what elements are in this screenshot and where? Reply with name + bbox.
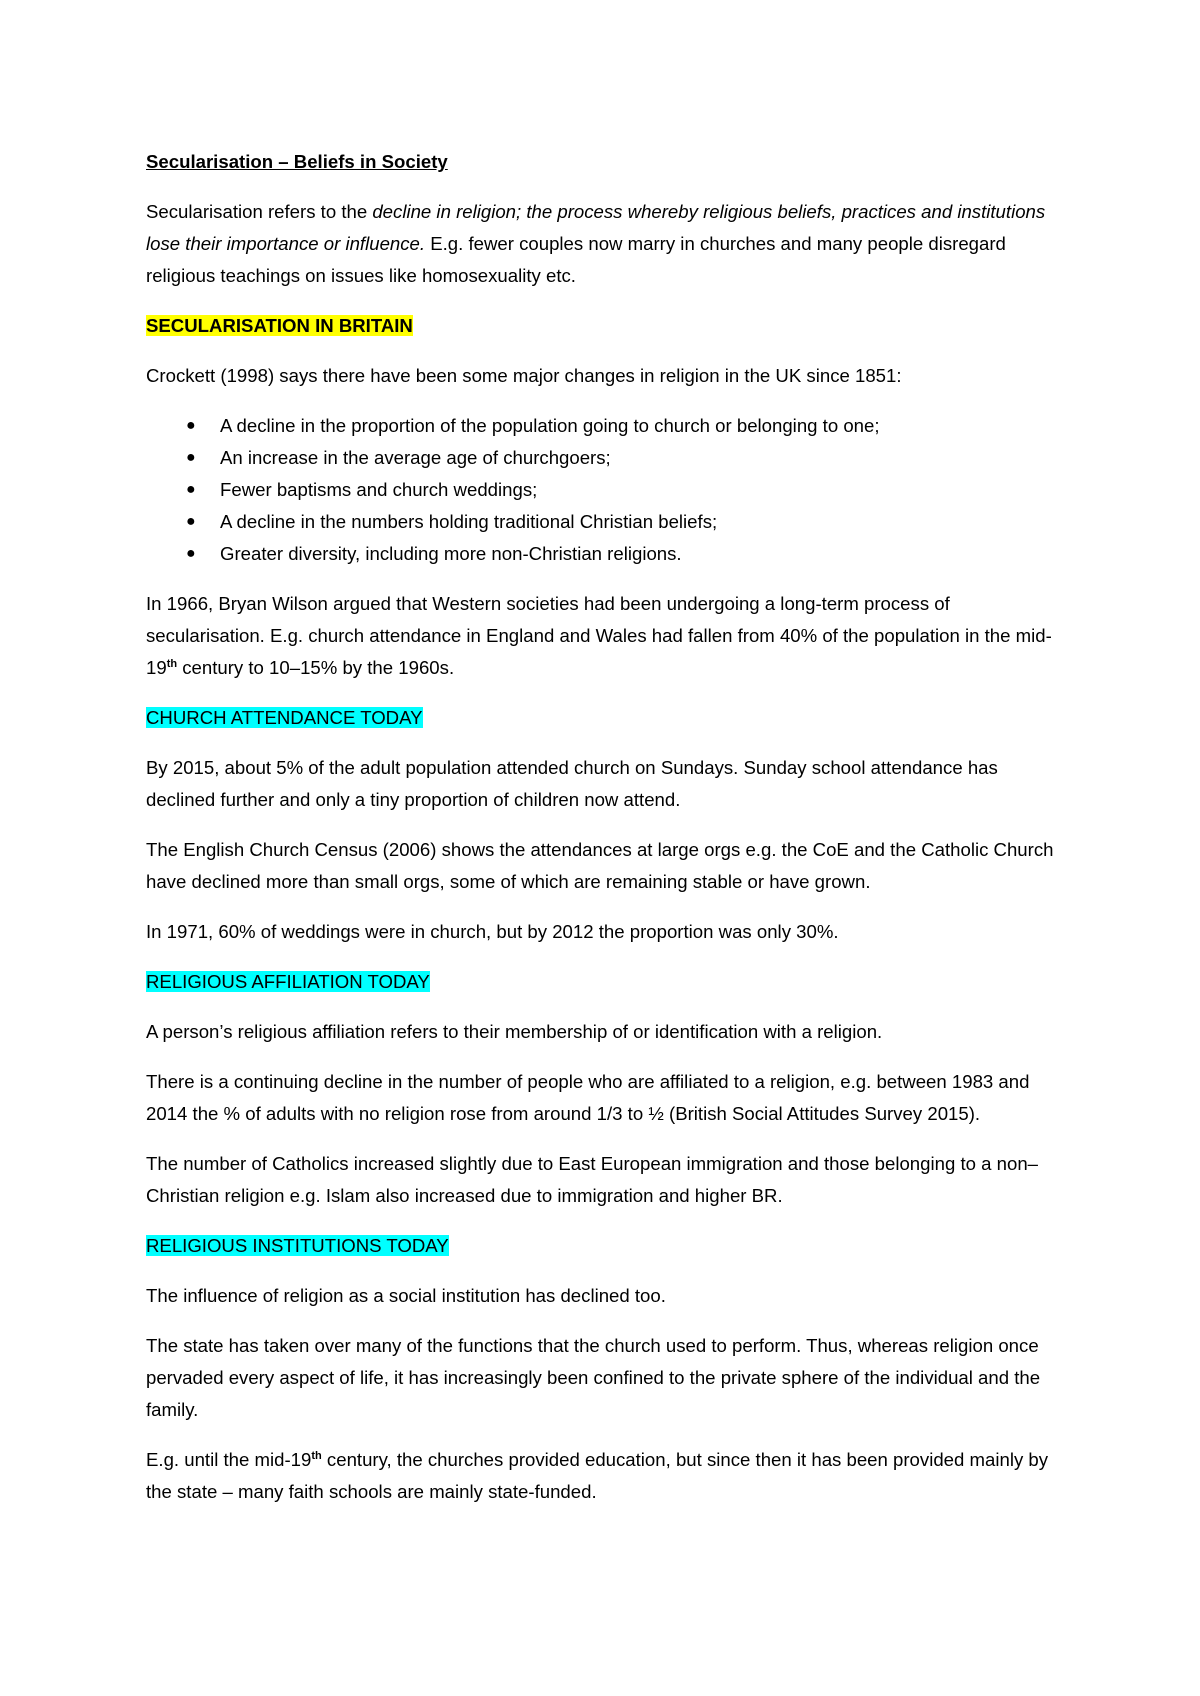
list-item xyxy=(146,538,1066,570)
affiliation-paragraph-2: There is a continuing decline in the number of people who are affiliated to a religion, e.g. between 1983 and 2014 the % of adults with no religion rose from around 1/3 to ½ (British Social Attitudes Survey 2015). xyxy=(146,1071,1030,1124)
section-heading-institutions xyxy=(146,1230,1066,1262)
wilson-paragraph xyxy=(146,588,1066,684)
intro-tail: E.g. fewer couples now marry in churches and many people disregard religious teachings on issues like homosexuality etc. xyxy=(146,233,1006,286)
list-item xyxy=(146,474,1066,506)
intro-paragraph xyxy=(146,196,1066,292)
list-item xyxy=(146,506,1066,538)
list-item-text: A decline in the proportion of the population going to church or belonging to one; xyxy=(220,415,880,436)
list-item-text: An increase in the average age of churchgoers; xyxy=(220,447,611,468)
page-title: Secularisation – Beliefs in Society xyxy=(146,151,448,172)
section-heading-britain xyxy=(146,310,1066,342)
institutions-paragraph-1: The influence of religion as a social institution has declined too. xyxy=(146,1285,666,1306)
institutions-paragraph-3 xyxy=(146,1444,1066,1508)
affiliation-paragraph-1: A person’s religious affiliation refers to their membership of or identification with a religion. xyxy=(146,1021,883,1042)
list-item-text: A decline in the numbers holding traditional Christian beliefs; xyxy=(220,511,718,532)
intro-lead: Secularisation refers to the xyxy=(146,201,373,222)
list-item-text: Greater diversity, including more non-Christian religions. xyxy=(220,543,682,564)
attendance-paragraph-3: In 1971, 60% of weddings were in church, but by 2012 the proportion was only 30%. xyxy=(146,921,839,942)
list-item xyxy=(146,410,1066,442)
list-item-text: Fewer baptisms and church weddings; xyxy=(220,479,538,500)
institutions-text-a: E.g. until the mid-19 xyxy=(146,1449,312,1470)
section-heading-attendance xyxy=(146,702,1066,734)
bullet-icon: ● xyxy=(186,545,196,562)
superscript-th: th xyxy=(166,657,178,670)
heading-institutions-text: RELIGIOUS INSTITUTIONS TODAY xyxy=(146,1235,449,1256)
changes-bullet-list xyxy=(146,410,1066,570)
intro-definition: decline in religion; the process whereby religious beliefs, practices and institutions lose their importance or influence. xyxy=(146,201,1046,254)
heading-attendance-text: CHURCH ATTENDANCE TODAY xyxy=(146,707,423,728)
list-item xyxy=(146,442,1066,474)
attendance-paragraph-2: The English Church Census (2006) shows the attendances at large orgs e.g. the CoE and the Catholic Church have declined more than small orgs, some of which are remaining stable or have grown. xyxy=(146,839,1054,892)
institutions-text-b: century, the churches provided education, but since then it has been provided mainly by the state – many faith schools are mainly state-funded. xyxy=(146,1449,1049,1502)
institutions-paragraph-2: The state has taken over many of the functions that the church used to perform. Thus, whereas religion once pervaded every aspect of life, it has increasingly been confined to the private sphere of the individual and the family. xyxy=(146,1335,1041,1420)
superscript-th: th xyxy=(311,1449,322,1462)
document-page xyxy=(146,146,1066,1526)
bullet-icon: ● xyxy=(186,449,196,466)
bullet-icon: ● xyxy=(186,417,196,434)
bullet-icon: ● xyxy=(186,513,196,530)
bullet-icon: ● xyxy=(186,481,196,498)
wilson-text-a: In 1966, Bryan Wilson argued that Western societies had been undergoing a long-term process of secularisation. E.g. church attendance in England and Wales had fallen from 40% of the population in the mid-19 xyxy=(146,593,1052,678)
wilson-text-b: century to 10–15% by the 1960s. xyxy=(177,657,455,678)
heading-britain-text: SECULARISATION IN BRITAIN xyxy=(146,315,413,336)
affiliation-paragraph-3: The number of Catholics increased slightly due to East European immigration and those belonging to a non–Christian religion e.g. Islam also increased due to immigration and higher BR. xyxy=(146,1153,1039,1206)
crockett-paragraph: Crockett (1998) says there have been some major changes in religion in the UK since 1851: xyxy=(146,365,902,386)
heading-affiliation-text: RELIGIOUS AFFILIATION TODAY xyxy=(146,971,430,992)
section-heading-affiliation xyxy=(146,966,1066,998)
attendance-paragraph-1: By 2015, about 5% of the adult population attended church on Sundays. Sunday school attendance has declined further and only a tiny proportion of children now attend. xyxy=(146,757,998,810)
